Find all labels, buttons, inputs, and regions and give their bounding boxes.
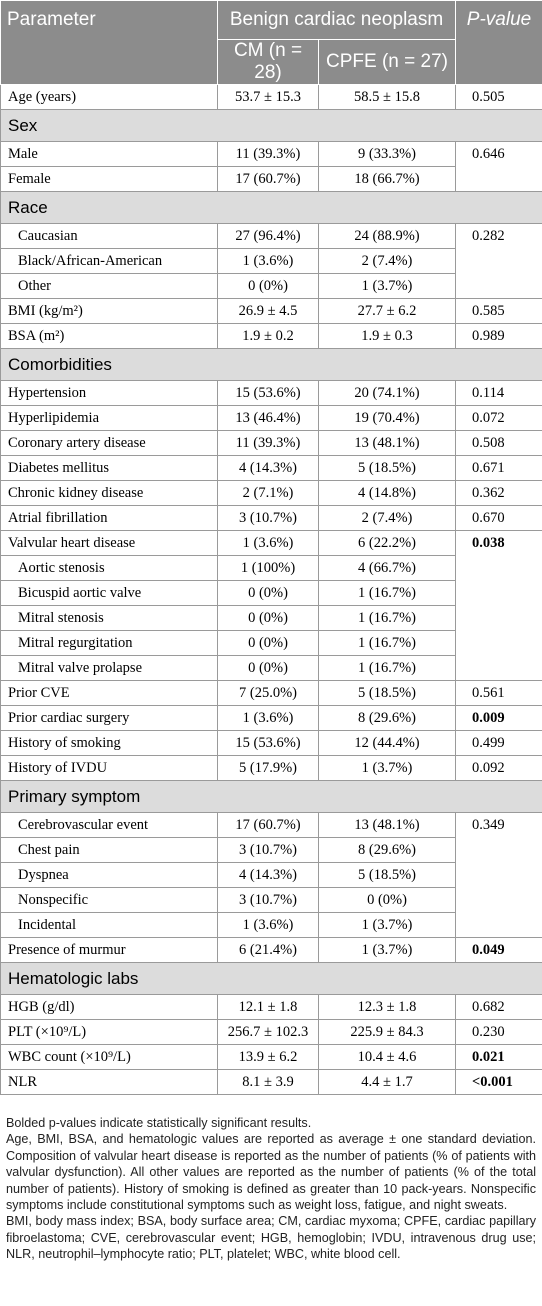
- row-label: Black/African-American: [1, 249, 218, 274]
- row-p-value: 0.021: [456, 1045, 542, 1070]
- row-cm-value: 256.7 ± 102.3: [218, 1020, 319, 1045]
- row-cpfe-value: 6 (22.2%): [319, 531, 456, 556]
- table-row: [1, 506, 542, 531]
- row-cpfe-value: 13 (48.1%): [319, 431, 456, 456]
- table-row: [1, 224, 542, 249]
- row-label: Hyperlipidemia: [1, 406, 218, 431]
- row-cm-value: 1.9 ± 0.2: [218, 324, 319, 349]
- row-cpfe-value: 8 (29.6%): [319, 838, 456, 863]
- row-label: Chronic kidney disease: [1, 481, 218, 506]
- footnote-bold: Bolded p-values indicate statistically significant results.: [6, 1116, 312, 1130]
- row-cpfe-value: 1.9 ± 0.3: [319, 324, 456, 349]
- row-cm-value: 0 (0%): [218, 631, 319, 656]
- row-label: Cerebrovascular event: [1, 813, 218, 838]
- row-label: Atrial fibrillation: [1, 506, 218, 531]
- row-cm-value: 53.7 ± 15.3: [218, 85, 319, 110]
- row-cpfe-value: 1 (16.7%): [319, 581, 456, 606]
- row-cpfe-value: 27.7 ± 6.2: [319, 299, 456, 324]
- table-row: [1, 681, 542, 706]
- row-cm-value: 17 (60.7%): [218, 813, 319, 838]
- table-row: [1, 456, 542, 481]
- row-cm-value: 13 (46.4%): [218, 406, 319, 431]
- header-group: Benign cardiac neoplasm: [218, 1, 456, 40]
- row-cm-value: 0 (0%): [218, 656, 319, 681]
- row-cm-value: 8.1 ± 3.9: [218, 1070, 319, 1095]
- table-row: [1, 813, 542, 838]
- row-label: Mitral stenosis: [1, 606, 218, 631]
- row-cpfe-value: 9 (33.3%): [319, 142, 456, 167]
- row-label: Valvular heart disease: [1, 531, 218, 556]
- row-p-value: 0.561: [456, 681, 542, 706]
- row-label: Incidental: [1, 913, 218, 938]
- row-cm-value: 2 (7.1%): [218, 481, 319, 506]
- row-label: Mitral valve prolapse: [1, 656, 218, 681]
- header-parameter: Parameter: [1, 1, 218, 85]
- row-p-value: 0.646: [456, 142, 542, 192]
- row-p-value: 0.049: [456, 938, 542, 963]
- row-label: Coronary artery disease: [1, 431, 218, 456]
- row-label: PLT (×10⁹/L): [1, 1020, 218, 1045]
- row-cm-value: 15 (53.6%): [218, 381, 319, 406]
- row-cm-value: 11 (39.3%): [218, 142, 319, 167]
- row-cpfe-value: 12.3 ± 1.8: [319, 995, 456, 1020]
- section-row: [1, 781, 542, 813]
- section-row: [1, 963, 542, 995]
- section-label: Hematologic labs: [1, 963, 542, 995]
- row-cm-value: 5 (17.9%): [218, 756, 319, 781]
- row-cm-value: 15 (53.6%): [218, 731, 319, 756]
- row-cpfe-value: 19 (70.4%): [319, 406, 456, 431]
- row-cpfe-value: 8 (29.6%): [319, 706, 456, 731]
- table-row: [1, 299, 542, 324]
- row-label: History of smoking: [1, 731, 218, 756]
- row-label: WBC count (×10⁹/L): [1, 1045, 218, 1070]
- row-cpfe-value: 5 (18.5%): [319, 863, 456, 888]
- row-cm-value: 3 (10.7%): [218, 888, 319, 913]
- row-cm-value: 27 (96.4%): [218, 224, 319, 249]
- row-p-value: 0.362: [456, 481, 542, 506]
- row-p-value: 0.682: [456, 995, 542, 1020]
- section-row: [1, 349, 542, 381]
- row-cm-value: 1 (100%): [218, 556, 319, 581]
- row-label: Hypertension: [1, 381, 218, 406]
- row-cpfe-value: 2 (7.4%): [319, 506, 456, 531]
- table-footnotes: [6, 1115, 536, 1263]
- row-cpfe-value: 10.4 ± 4.6: [319, 1045, 456, 1070]
- table-row: [1, 706, 542, 731]
- section-row: [1, 110, 542, 142]
- row-cpfe-value: 2 (7.4%): [319, 249, 456, 274]
- row-label: Prior CVE: [1, 681, 218, 706]
- row-cm-value: 6 (21.4%): [218, 938, 319, 963]
- table-row: [1, 324, 542, 349]
- row-label: Caucasian: [1, 224, 218, 249]
- row-label: NLR: [1, 1070, 218, 1095]
- table-row: [1, 431, 542, 456]
- row-p-value: 0.038: [456, 531, 542, 681]
- section-row: [1, 192, 542, 224]
- table-row: [1, 481, 542, 506]
- row-p-value: 0.670: [456, 506, 542, 531]
- header-pvalue: P-value: [456, 1, 542, 85]
- row-label: Bicuspid aortic valve: [1, 581, 218, 606]
- row-label: Dyspnea: [1, 863, 218, 888]
- table-row: [1, 142, 542, 167]
- table-row: [1, 406, 542, 431]
- row-cm-value: 1 (3.6%): [218, 249, 319, 274]
- table-header: [1, 1, 542, 85]
- section-label: Primary symptom: [1, 781, 542, 813]
- table-row: [1, 1070, 542, 1095]
- row-cpfe-value: 1 (3.7%): [319, 274, 456, 299]
- row-label: HGB (g/dl): [1, 995, 218, 1020]
- row-cm-value: 26.9 ± 4.5: [218, 299, 319, 324]
- row-p-value: 0.671: [456, 456, 542, 481]
- table-row: [1, 756, 542, 781]
- row-p-value: 0.092: [456, 756, 542, 781]
- row-label: Male: [1, 142, 218, 167]
- row-label: History of IVDU: [1, 756, 218, 781]
- row-cm-value: 1 (3.6%): [218, 531, 319, 556]
- row-cpfe-value: 225.9 ± 84.3: [319, 1020, 456, 1045]
- row-label: Diabetes mellitus: [1, 456, 218, 481]
- row-cpfe-value: 12 (44.4%): [319, 731, 456, 756]
- row-label: BMI (kg/m²): [1, 299, 218, 324]
- row-label: Chest pain: [1, 838, 218, 863]
- row-cm-value: 1 (3.6%): [218, 913, 319, 938]
- row-cm-value: 7 (25.0%): [218, 681, 319, 706]
- table-row: [1, 381, 542, 406]
- row-cm-value: 11 (39.3%): [218, 431, 319, 456]
- table-row: [1, 85, 542, 110]
- footnote-abbreviations: BMI, body mass index; BSA, body surface area; CM, cardiac myxoma; CPFE, cardiac papillary fibroelastoma; CVE, cerebrovascular event; HGB, hemoglobin; IVDU, intravenous drug use; NLR, neutrophil–lymphocyte ratio; PLT, platelet; WBC, white blood cell.: [6, 1214, 536, 1262]
- table-body: [1, 85, 542, 1095]
- row-p-value: 0.499: [456, 731, 542, 756]
- header-cpfe: CPFE (n = 27): [319, 40, 456, 85]
- row-cpfe-value: 1 (3.7%): [319, 938, 456, 963]
- table-row: [1, 1045, 542, 1070]
- row-p-value: 0.989: [456, 324, 542, 349]
- row-p-value: 0.585: [456, 299, 542, 324]
- row-cpfe-value: 1 (16.7%): [319, 656, 456, 681]
- row-cm-value: 3 (10.7%): [218, 506, 319, 531]
- row-cpfe-value: 4 (14.8%): [319, 481, 456, 506]
- row-cm-value: 1 (3.6%): [218, 706, 319, 731]
- row-cpfe-value: 58.5 ± 15.8: [319, 85, 456, 110]
- table-row: [1, 995, 542, 1020]
- row-p-value: 0.282: [456, 224, 542, 299]
- row-label: Presence of murmur: [1, 938, 218, 963]
- table-row: [1, 938, 542, 963]
- section-label: Sex: [1, 110, 542, 142]
- row-p-value: 0.114: [456, 381, 542, 406]
- footnote-methods: Age, BMI, BSA, and hematologic values are reported as average ± one standard deviation. Composition of valvular heart disease is reported as the number of patients (% of patients with valvular dysfunction). All other values are reported as the number of patients (% of the total number of patients). History of smoking is defined as greater than 10 pack-years. Nonspecific symptoms include constitutional symptoms such as weight loss, fatigue, and night sweats.: [6, 1132, 536, 1213]
- row-cpfe-value: 13 (48.1%): [319, 813, 456, 838]
- row-label: Nonspecific: [1, 888, 218, 913]
- row-label: Aortic stenosis: [1, 556, 218, 581]
- row-cpfe-value: 0 (0%): [319, 888, 456, 913]
- row-label: Female: [1, 167, 218, 192]
- row-cpfe-value: 4.4 ± 1.7: [319, 1070, 456, 1095]
- section-label: Race: [1, 192, 542, 224]
- row-cpfe-value: 18 (66.7%): [319, 167, 456, 192]
- row-cm-value: 13.9 ± 6.2: [218, 1045, 319, 1070]
- row-cm-value: 0 (0%): [218, 606, 319, 631]
- row-cm-value: 0 (0%): [218, 581, 319, 606]
- row-label: BSA (m²): [1, 324, 218, 349]
- row-cm-value: 12.1 ± 1.8: [218, 995, 319, 1020]
- row-cm-value: 4 (14.3%): [218, 456, 319, 481]
- row-cpfe-value: 1 (3.7%): [319, 913, 456, 938]
- row-p-value: 0.009: [456, 706, 542, 731]
- row-p-value: 0.230: [456, 1020, 542, 1045]
- row-p-value: 0.349: [456, 813, 542, 938]
- row-cpfe-value: 5 (18.5%): [319, 681, 456, 706]
- row-cm-value: 17 (60.7%): [218, 167, 319, 192]
- row-label: Age (years): [1, 85, 218, 110]
- row-cpfe-value: 4 (66.7%): [319, 556, 456, 581]
- row-cm-value: 0 (0%): [218, 274, 319, 299]
- row-cpfe-value: 24 (88.9%): [319, 224, 456, 249]
- header-cm: CM (n = 28): [218, 40, 319, 85]
- table-row: [1, 1020, 542, 1045]
- table-row: [1, 531, 542, 556]
- row-p-value: 0.505: [456, 85, 542, 110]
- row-p-value: 0.072: [456, 406, 542, 431]
- row-cpfe-value: 20 (74.1%): [319, 381, 456, 406]
- row-cpfe-value: 1 (3.7%): [319, 756, 456, 781]
- row-label: Prior cardiac surgery: [1, 706, 218, 731]
- table-row: [1, 731, 542, 756]
- row-cm-value: 4 (14.3%): [218, 863, 319, 888]
- row-p-value: <0.001: [456, 1070, 542, 1095]
- row-cpfe-value: 1 (16.7%): [319, 631, 456, 656]
- row-cm-value: 3 (10.7%): [218, 838, 319, 863]
- row-cpfe-value: 5 (18.5%): [319, 456, 456, 481]
- row-label: Other: [1, 274, 218, 299]
- section-label: Comorbidities: [1, 349, 542, 381]
- row-label: Mitral regurgitation: [1, 631, 218, 656]
- row-p-value: 0.508: [456, 431, 542, 456]
- row-cpfe-value: 1 (16.7%): [319, 606, 456, 631]
